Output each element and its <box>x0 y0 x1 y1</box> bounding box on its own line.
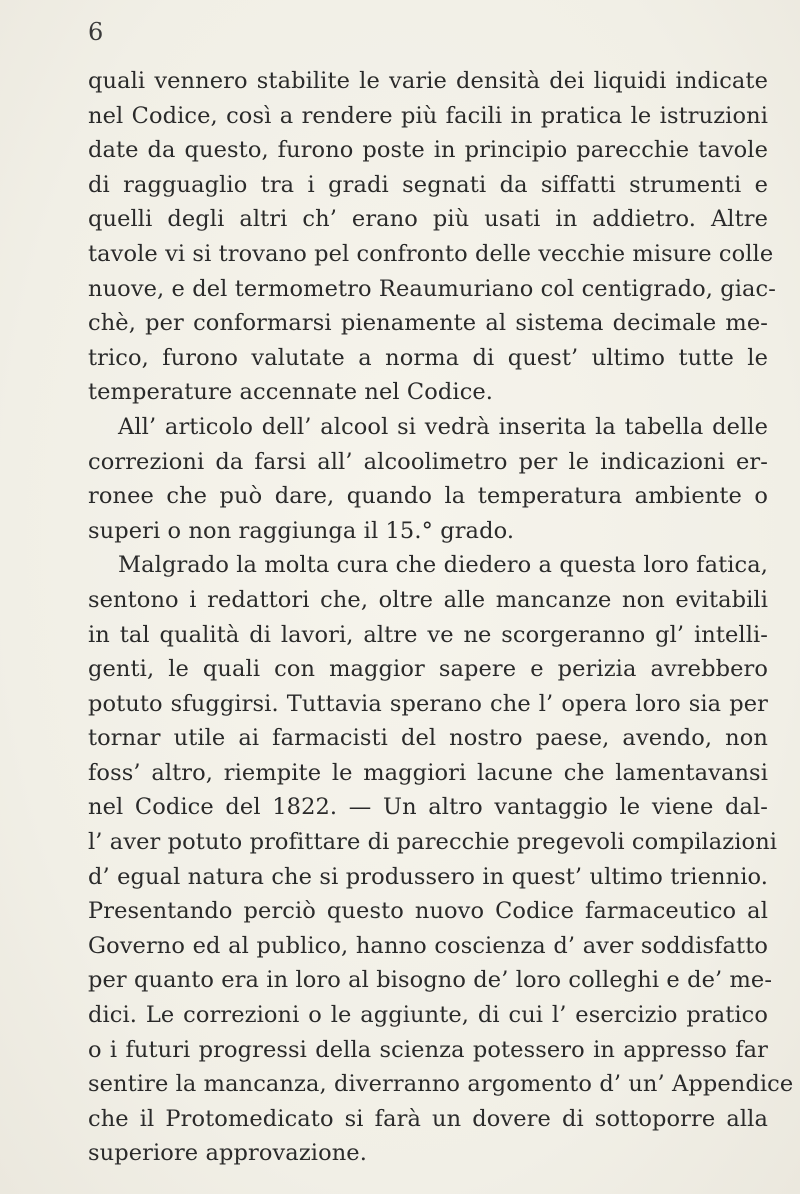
text-line: che il Protomedicato si farà un dovere di sottoporre alla <box>88 1105 768 1132</box>
text-line: chè, per conformarsi pienamente al sistema decimale me- <box>88 310 768 337</box>
text-line: Governo ed al publico, hanno coscienza d’ aver soddisfatto <box>88 932 768 959</box>
text-line: o i futuri progressi della scienza potessero in appresso far <box>88 1036 768 1063</box>
text-line: nel Codice, così a rendere più facili in pratica le istruzioni <box>88 102 768 129</box>
text-line: genti, le quali con maggior sapere e perizia avrebbero <box>88 656 768 683</box>
text-line: superiore approvazione. <box>88 1140 367 1167</box>
text-line: per quanto era in loro al bisogno de’ loro colleghi e de’ me- <box>88 967 773 994</box>
text-line: All’ articolo dell’ alcool si vedrà inserita la tabella delle <box>118 413 768 440</box>
text-line: tornar utile ai farmacisti del nostro paese, avendo, non <box>88 725 768 752</box>
text-line: d’ egual natura che si produssero in quest’ ultimo triennio. <box>88 863 768 890</box>
text-line: l’ aver potuto profittare di parecchie pregevoli compilazioni <box>88 829 778 856</box>
text-line: correzioni da farsi all’ alcoolimetro per le indicazioni er- <box>88 448 768 475</box>
text-line: di ragguaglio tra i gradi segnati da siffatti strumenti e <box>88 171 768 198</box>
text-line: Presentando perciò questo nuovo Codice farmaceutico al <box>88 898 768 925</box>
text-line: nuove, e del termometro Reaumuriano col centigrado, giac- <box>88 275 776 302</box>
text-line: in tal qualità di lavori, altre ve ne scorgeranno gl’ intelli- <box>88 621 768 648</box>
text-line: trico, furono valutate a norma di quest’ ultimo tutte le <box>88 344 768 371</box>
text-line: sentono i redattori che, oltre alle mancanze non evitabili <box>88 586 768 613</box>
text-line: superi o non raggiunga il 15.° grado. <box>88 517 515 544</box>
text-line: sentire la mancanza, diverranno argomento d’ un’ Appendice <box>88 1071 794 1098</box>
body-text <box>88 64 794 1171</box>
text-line: foss’ altro, riempite le maggiori lacune che lamentavansi <box>88 759 768 786</box>
text-line: tavole vi si trovano pel confronto delle vecchie misure colle <box>88 240 774 267</box>
text-line: dici. Le correzioni o le aggiunte, di cui l’ esercizio pratico <box>88 1002 768 1029</box>
page-number: 6 <box>88 18 104 46</box>
text-line: potuto sfuggirsi. Tuttavia sperano che l’ opera loro sia per <box>88 690 768 717</box>
text-line: date da questo, furono poste in principio parecchie tavole <box>88 137 768 164</box>
text-line: temperature accennate nel Codice. <box>88 379 494 406</box>
text-line: quali vennero stabilite le varie densità dei liquidi indicate <box>88 68 768 94</box>
text-line: ronee che può dare, quando la temperatura ambiente o <box>88 483 768 510</box>
text-line: Malgrado la molta cura che diedero a questa loro fatica, <box>118 552 768 579</box>
text-line: quelli degli altri ch’ erano più usati in addietro. Altre <box>88 206 768 233</box>
text-line: nel Codice del 1822. — Un altro vantaggio le viene dal- <box>88 794 768 821</box>
